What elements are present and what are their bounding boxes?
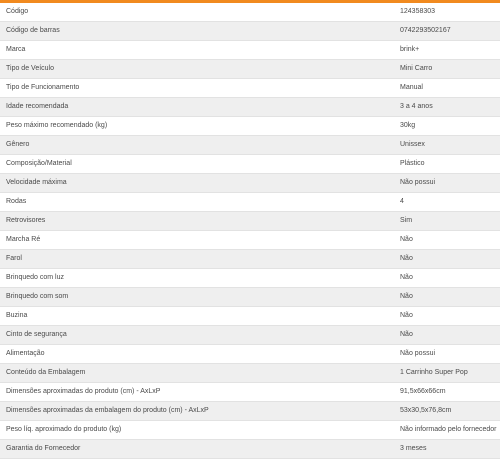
spec-label: Marca [0, 41, 394, 60]
specs-table-body [0, 3, 500, 459]
spec-label: Peso líq. aproximado do produto (kg) [0, 421, 394, 440]
spec-label: Conteúdo da Embalagem [0, 364, 394, 383]
table-row [0, 421, 500, 440]
spec-value: Não [394, 288, 500, 307]
spec-value: Sim [394, 212, 500, 231]
spec-value: Não possui [394, 345, 500, 364]
spec-label: Buzina [0, 307, 394, 326]
spec-label: Velocidade máxima [0, 174, 394, 193]
spec-label: Brinquedo com luz [0, 269, 394, 288]
table-row [0, 22, 500, 41]
spec-value: 3 a 4 anos [394, 98, 500, 117]
table-row [0, 402, 500, 421]
specs-table [0, 3, 500, 459]
spec-label: Farol [0, 250, 394, 269]
table-row [0, 155, 500, 174]
spec-value: Não informado pelo fornecedor [394, 421, 500, 440]
spec-label: Garantia do Fornecedor [0, 440, 394, 459]
spec-label: Gênero [0, 136, 394, 155]
spec-label: Tipo de Funcionamento [0, 79, 394, 98]
table-row [0, 212, 500, 231]
table-row [0, 364, 500, 383]
table-row [0, 193, 500, 212]
table-row [0, 345, 500, 364]
table-row [0, 174, 500, 193]
spec-value: Plástico [394, 155, 500, 174]
spec-value: 4 [394, 193, 500, 212]
table-row [0, 383, 500, 402]
spec-label: Composição/Material [0, 155, 394, 174]
table-row [0, 3, 500, 22]
spec-label: Peso máximo recomendado (kg) [0, 117, 394, 136]
spec-label: Dimensões aproximadas da embalagem do produto (cm) - AxLxP [0, 402, 394, 421]
spec-value: Unissex [394, 136, 500, 155]
spec-value: brink+ [394, 41, 500, 60]
spec-value: Não [394, 326, 500, 345]
spec-value: Não [394, 269, 500, 288]
table-row [0, 326, 500, 345]
spec-label: Cinto de segurança [0, 326, 394, 345]
spec-label: Alimentação [0, 345, 394, 364]
spec-value: Mini Carro [394, 60, 500, 79]
spec-label: Retrovisores [0, 212, 394, 231]
table-row [0, 79, 500, 98]
spec-label: Código [0, 3, 394, 22]
spec-value: Não [394, 231, 500, 250]
spec-label: Brinquedo com som [0, 288, 394, 307]
spec-value: 30kg [394, 117, 500, 136]
spec-value: 53x30,5x76,8cm [394, 402, 500, 421]
spec-value: Manual [394, 79, 500, 98]
spec-value: Não [394, 250, 500, 269]
spec-value: 124358303 [394, 3, 500, 22]
table-row [0, 41, 500, 60]
spec-value: Não [394, 307, 500, 326]
table-row [0, 440, 500, 459]
spec-label: Rodas [0, 193, 394, 212]
spec-value: 0742293502167 [394, 22, 500, 41]
table-row [0, 98, 500, 117]
spec-value: 3 meses [394, 440, 500, 459]
table-row [0, 269, 500, 288]
spec-label: Código de barras [0, 22, 394, 41]
spec-label: Idade recomendada [0, 98, 394, 117]
spec-value: 91,5x66x66cm [394, 383, 500, 402]
table-row [0, 117, 500, 136]
spec-label: Tipo de Veículo [0, 60, 394, 79]
table-row [0, 307, 500, 326]
spec-value: Não possui [394, 174, 500, 193]
spec-value: 1 Carrinho Super Pop [394, 364, 500, 383]
spec-label: Marcha Ré [0, 231, 394, 250]
table-row [0, 231, 500, 250]
table-row [0, 136, 500, 155]
table-row [0, 250, 500, 269]
table-row [0, 60, 500, 79]
table-row [0, 288, 500, 307]
spec-label: Dimensões aproximadas do produto (cm) - AxLxP [0, 383, 394, 402]
